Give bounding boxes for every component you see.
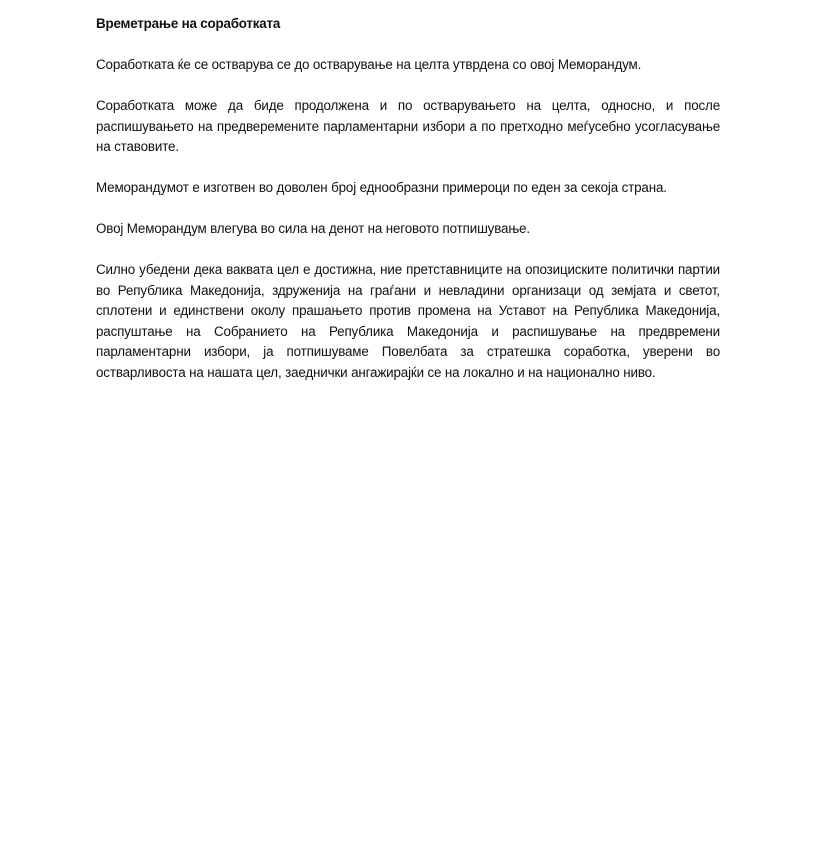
section-heading: Времетрање на соработката — [96, 16, 281, 31]
paragraph-extension: Соработката може да биде продолжена и по остварувањето на целта, односно, и после распишувањето на предвеременитe парламентарни избори а по претходно меѓусебно усогласување на ставовите. — [96, 98, 720, 154]
paragraph-duration: Соработката ќе се остварува се до остварување на целта утврдена со овој Меморандум. — [96, 57, 642, 72]
paragraph-effective-date: Овој Меморандум влегува во сила на денот на неговото потпишување. — [96, 221, 530, 236]
paragraph-copies: Меморандумот е изготвен во доволен број еднообразни примероци по еден за секоја страна. — [96, 180, 667, 195]
document-page — [96, 14, 720, 404]
paragraph-declaration: Силно убедени дека ваквата цел е достижна, ние претставниците на опозициските политички партии во Република Македонија, здруженија на граѓани и невладини организаци од земјата и светот, сплотени и единствени околу прашањето против промена на Уставот на Република Македонија, распуштање на Собранието на Република Македонија и распишување на предвремени парламентарни избори, ја потпишуваме Повелбата за стратешка соработка, уверени во остварливоста на нашата цел, заеднички ангажирајќи се на локално и на национално ниво. — [96, 262, 720, 380]
